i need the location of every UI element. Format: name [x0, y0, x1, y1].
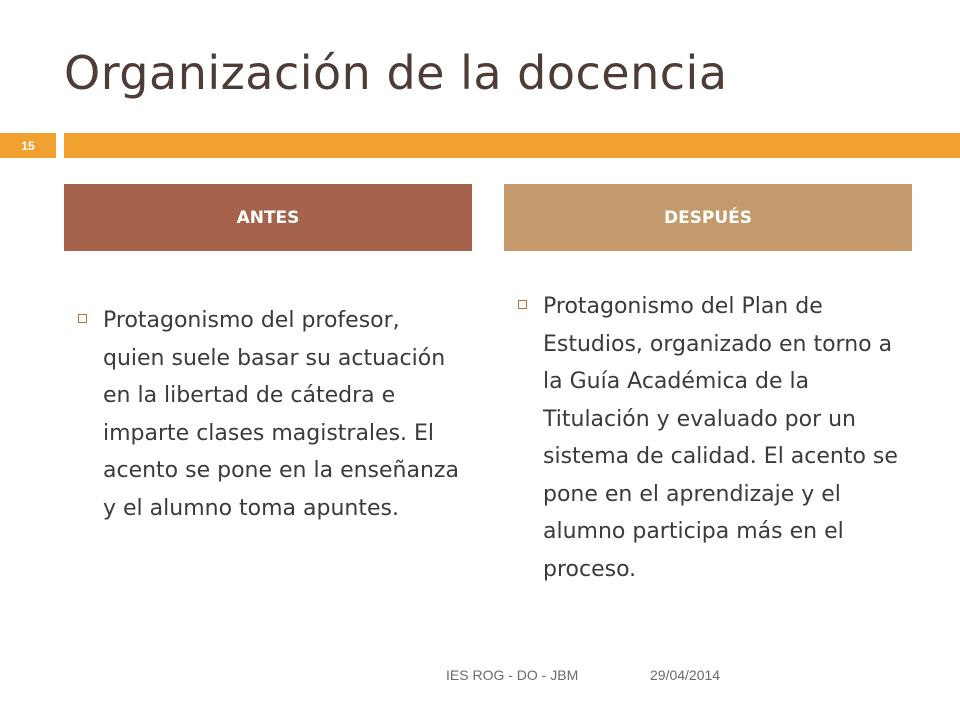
- header-antes: ANTES: [64, 184, 472, 251]
- bullet-item-antes: [78, 302, 468, 527]
- bullet-text-antes: Protagonismo del profesor, quien suele basar su actuación en la libertad de cátedra e imparte clases magistrales. El acento se pone en la enseñanza y el alumno toma apuntes.: [103, 308, 459, 521]
- footer-date: 29/04/2014: [650, 667, 721, 683]
- square-bullet-icon: [518, 300, 527, 309]
- header-despues: DESPUÉS: [504, 184, 912, 251]
- slide-number-badge: 15: [0, 133, 56, 158]
- slide-title: Organización de la docencia: [64, 46, 728, 100]
- title-accent-bar: [64, 133, 960, 158]
- square-bullet-icon: [78, 314, 87, 323]
- footer-author: IES ROG - DO - JBM: [446, 667, 579, 683]
- bullet-text-despues: Protagonismo del Plan de Estudios, organizado en torno a la Guía Académica de la Titulación y evaluado por un sistema de calidad. El acento se pone en el aprendizaje y el alumno participa más en el proceso.: [543, 294, 898, 582]
- bullet-item-despues: [518, 288, 918, 588]
